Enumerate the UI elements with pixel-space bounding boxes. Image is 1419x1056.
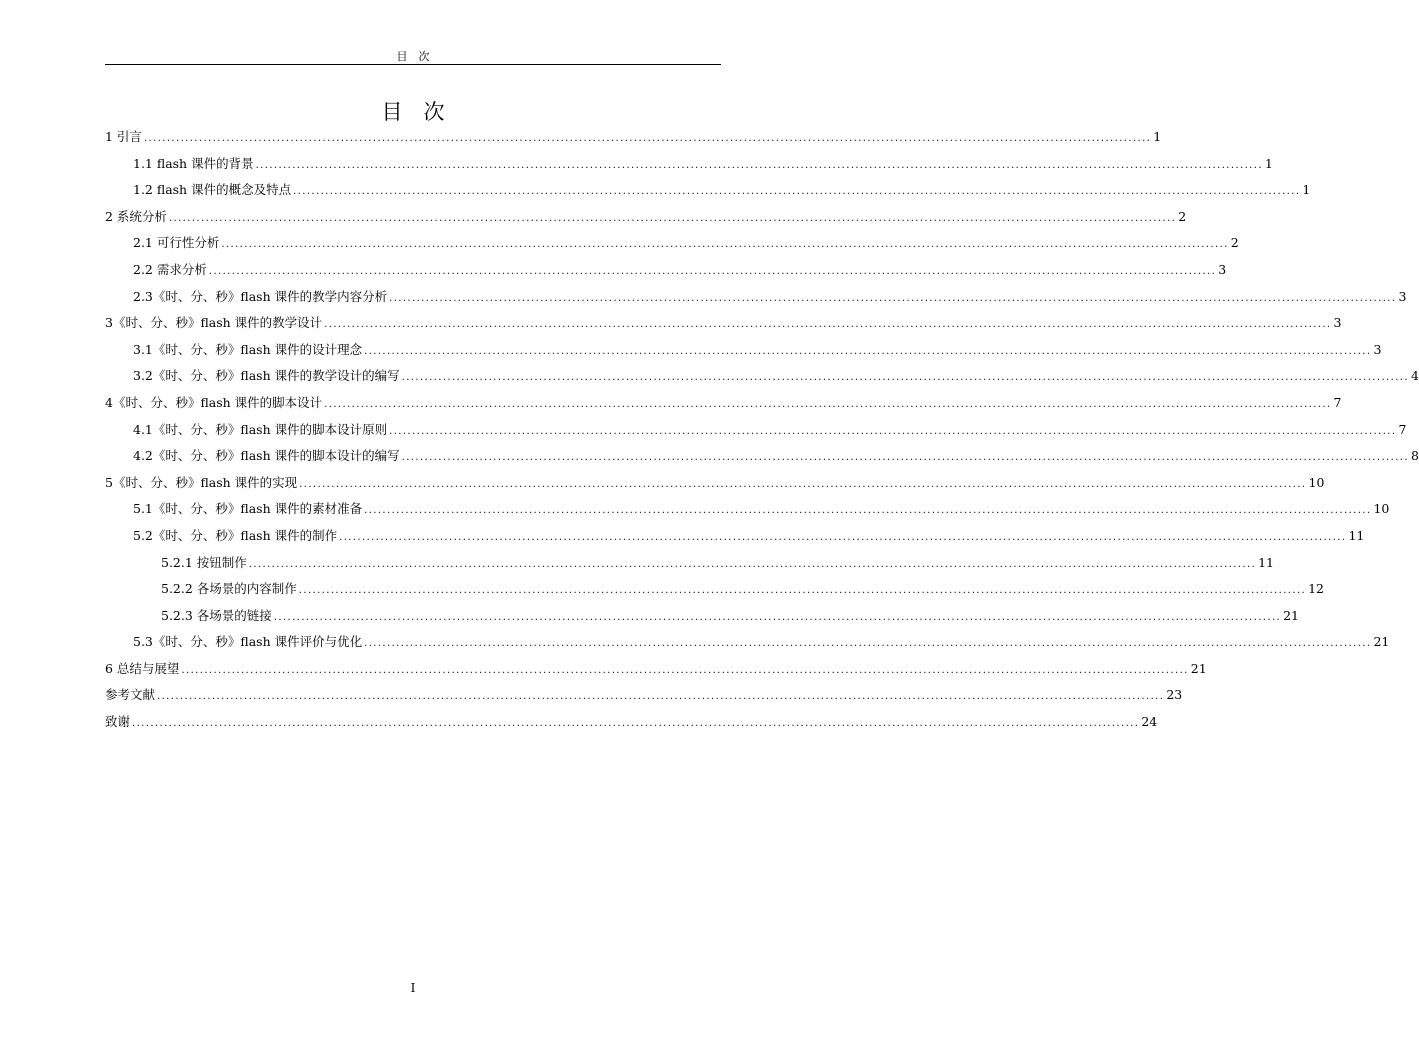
header-divider bbox=[105, 64, 721, 65]
toc-entry-label: 5.2.3 各场景的链接 bbox=[161, 607, 272, 623]
toc-entry-label: 3.1《时、分、秒》flash 课件的设计理念 bbox=[133, 341, 363, 357]
table-of-contents bbox=[105, 124, 1419, 736]
toc-entry-label: 参考文献 bbox=[105, 687, 156, 703]
toc-entry-page: 10 bbox=[1373, 501, 1390, 517]
toc-entry-page: 2 bbox=[1230, 235, 1239, 251]
toc-entry-label: 5.1《时、分、秒》flash 课件的素材准备 bbox=[133, 501, 363, 517]
toc-entry[interactable] bbox=[105, 550, 1275, 577]
dot-leader: ............................................................................................................................................................................................................................ bbox=[364, 638, 1372, 650]
dot-leader: ............................................................................................................................................................................................................................ bbox=[324, 319, 1332, 331]
dot-leader: ............................................................................................................................................................................................................................ bbox=[255, 159, 1263, 171]
toc-entry[interactable] bbox=[105, 629, 1390, 656]
dot-leader: ............................................................................................................................................................................................................................ bbox=[208, 265, 1217, 277]
toc-entry-page: 1 bbox=[1153, 129, 1162, 144]
toc-entry-page: 1 bbox=[1302, 182, 1311, 198]
dot-leader: ............................................................................................................................................................................................................................ bbox=[157, 691, 1165, 703]
toc-entry[interactable] bbox=[105, 523, 1365, 550]
dot-leader: ............................................................................................................................................................................................................................ bbox=[248, 558, 1257, 570]
toc-entry-label: 致谢 bbox=[105, 714, 131, 730]
toc-entry-page: 2 bbox=[1178, 208, 1187, 224]
toc-entry-label: 3.2《时、分、秒》flash 课件的教学设计的编写 bbox=[133, 368, 400, 384]
toc-entry[interactable] bbox=[105, 204, 1187, 231]
toc-entry-page: 21 bbox=[1373, 634, 1390, 650]
toc-entry-label: 6 总结与展望 bbox=[105, 660, 180, 676]
toc-entry[interactable] bbox=[105, 337, 1382, 364]
toc-entry-page: 12 bbox=[1308, 581, 1325, 597]
toc-entry-label: 2.2 需求分析 bbox=[133, 261, 207, 277]
dot-leader: ............................................................................................................................................................................................................................ bbox=[298, 585, 1307, 597]
dot-leader: ............................................................................................................................................................................................................................ bbox=[401, 372, 1409, 384]
toc-entry-label: 4.1《时、分、秒》flash 课件的脚本设计原则 bbox=[133, 421, 388, 437]
dot-leader: ............................................................................................................................................................................................................................ bbox=[324, 398, 1332, 410]
toc-entry-page: 3 bbox=[1373, 341, 1382, 357]
toc-entry[interactable] bbox=[105, 257, 1227, 284]
toc-entry[interactable] bbox=[105, 390, 1342, 417]
dot-leader: ............................................................................................................................................................................................................................ bbox=[273, 611, 1282, 623]
toc-entry-label: 1 引言 bbox=[105, 129, 142, 144]
dot-leader: ............................................................................................................................................................................................................................ bbox=[389, 425, 1397, 437]
dot-leader: ............................................................................................................................................................................................................................ bbox=[132, 718, 1140, 730]
toc-entry[interactable] bbox=[105, 682, 1183, 709]
toc-entry[interactable] bbox=[105, 656, 1207, 683]
toc-entry[interactable] bbox=[105, 470, 1325, 497]
toc-entry-label: 4《时、分、秒》flash 课件的脚本设计 bbox=[105, 394, 323, 410]
toc-entry-label: 2.1 可行性分析 bbox=[133, 235, 220, 251]
toc-entry[interactable] bbox=[105, 443, 1419, 470]
toc-entry-label: 3《时、分、秒》flash 课件的教学设计 bbox=[105, 315, 323, 331]
dot-leader: ............................................................................................................................................................................................................................ bbox=[181, 664, 1189, 676]
toc-entry-page: 11 bbox=[1258, 554, 1275, 570]
running-header: 目 次 bbox=[396, 50, 430, 63]
dot-leader: ............................................................................................................................................................................................................................ bbox=[339, 531, 1347, 543]
toc-entry[interactable] bbox=[105, 230, 1239, 257]
dot-leader: ............................................................................................................................................................................................................................ bbox=[168, 212, 1177, 224]
toc-entry[interactable] bbox=[105, 496, 1390, 523]
toc-entry-label: 5.2《时、分、秒》flash 课件的制作 bbox=[133, 527, 338, 543]
toc-entry-label: 5.3《时、分、秒》flash 课件评价与优化 bbox=[133, 634, 363, 650]
toc-entry[interactable] bbox=[105, 310, 1342, 337]
toc-entry[interactable] bbox=[105, 603, 1300, 630]
toc-entry-page: 23 bbox=[1166, 687, 1183, 703]
toc-entry[interactable] bbox=[105, 177, 1311, 204]
toc-entry[interactable] bbox=[105, 417, 1407, 444]
toc-entry-page: 1 bbox=[1264, 155, 1273, 171]
toc-entry-page: 7 bbox=[1398, 421, 1407, 437]
toc-entry-page: 3 bbox=[1218, 261, 1227, 277]
toc-entry-label: 2.3《时、分、秒》flash 课件的教学内容分析 bbox=[133, 288, 388, 304]
page-title: 目 次 bbox=[381, 100, 445, 124]
toc-entry-page: 21 bbox=[1190, 660, 1207, 676]
page-number: I bbox=[410, 981, 416, 995]
toc-entry-page: 24 bbox=[1141, 714, 1158, 730]
toc-entry-page: 11 bbox=[1348, 527, 1365, 543]
toc-entry[interactable] bbox=[105, 709, 1158, 736]
toc-entry-page: 10 bbox=[1308, 474, 1325, 490]
dot-leader: ............................................................................................................................................................................................................................ bbox=[143, 133, 1152, 144]
dot-leader: ............................................................................................................................................................................................................................ bbox=[401, 452, 1409, 464]
toc-entry-page: 4 bbox=[1410, 368, 1419, 384]
toc-entry[interactable] bbox=[105, 124, 1162, 151]
toc-entry-page: 21 bbox=[1283, 607, 1300, 623]
dot-leader: ............................................................................................................................................................................................................................ bbox=[389, 292, 1397, 304]
toc-entry-label: 5《时、分、秒》flash 课件的实现 bbox=[105, 474, 298, 490]
toc-entry[interactable] bbox=[105, 284, 1407, 311]
toc-entry-label: 5.2.2 各场景的内容制作 bbox=[161, 581, 297, 597]
dot-leader: ............................................................................................................................................................................................................................ bbox=[221, 239, 1229, 251]
toc-entry-page: 8 bbox=[1410, 448, 1419, 464]
dot-leader: ............................................................................................................................................................................................................................ bbox=[293, 186, 1301, 198]
toc-entry-label: 5.2.1 按钮制作 bbox=[161, 554, 247, 570]
dot-leader: ............................................................................................................................................................................................................................ bbox=[364, 345, 1372, 357]
toc-entry-label: 1.2 flash 课件的概念及特点 bbox=[133, 182, 292, 198]
toc-entry-page: 3 bbox=[1333, 315, 1342, 331]
toc-entry[interactable] bbox=[105, 151, 1273, 178]
toc-entry-page: 7 bbox=[1333, 394, 1342, 410]
toc-entry[interactable] bbox=[105, 363, 1419, 390]
dot-leader: ............................................................................................................................................................................................................................ bbox=[299, 478, 1307, 490]
toc-entry-label: 4.2《时、分、秒》flash 课件的脚本设计的编写 bbox=[133, 448, 400, 464]
toc-entry[interactable] bbox=[105, 576, 1325, 603]
toc-entry-label: 1.1 flash 课件的背景 bbox=[133, 155, 254, 171]
toc-entry-page: 3 bbox=[1398, 288, 1407, 304]
dot-leader: ............................................................................................................................................................................................................................ bbox=[364, 505, 1372, 517]
toc-entry-label: 2 系统分析 bbox=[105, 208, 167, 224]
